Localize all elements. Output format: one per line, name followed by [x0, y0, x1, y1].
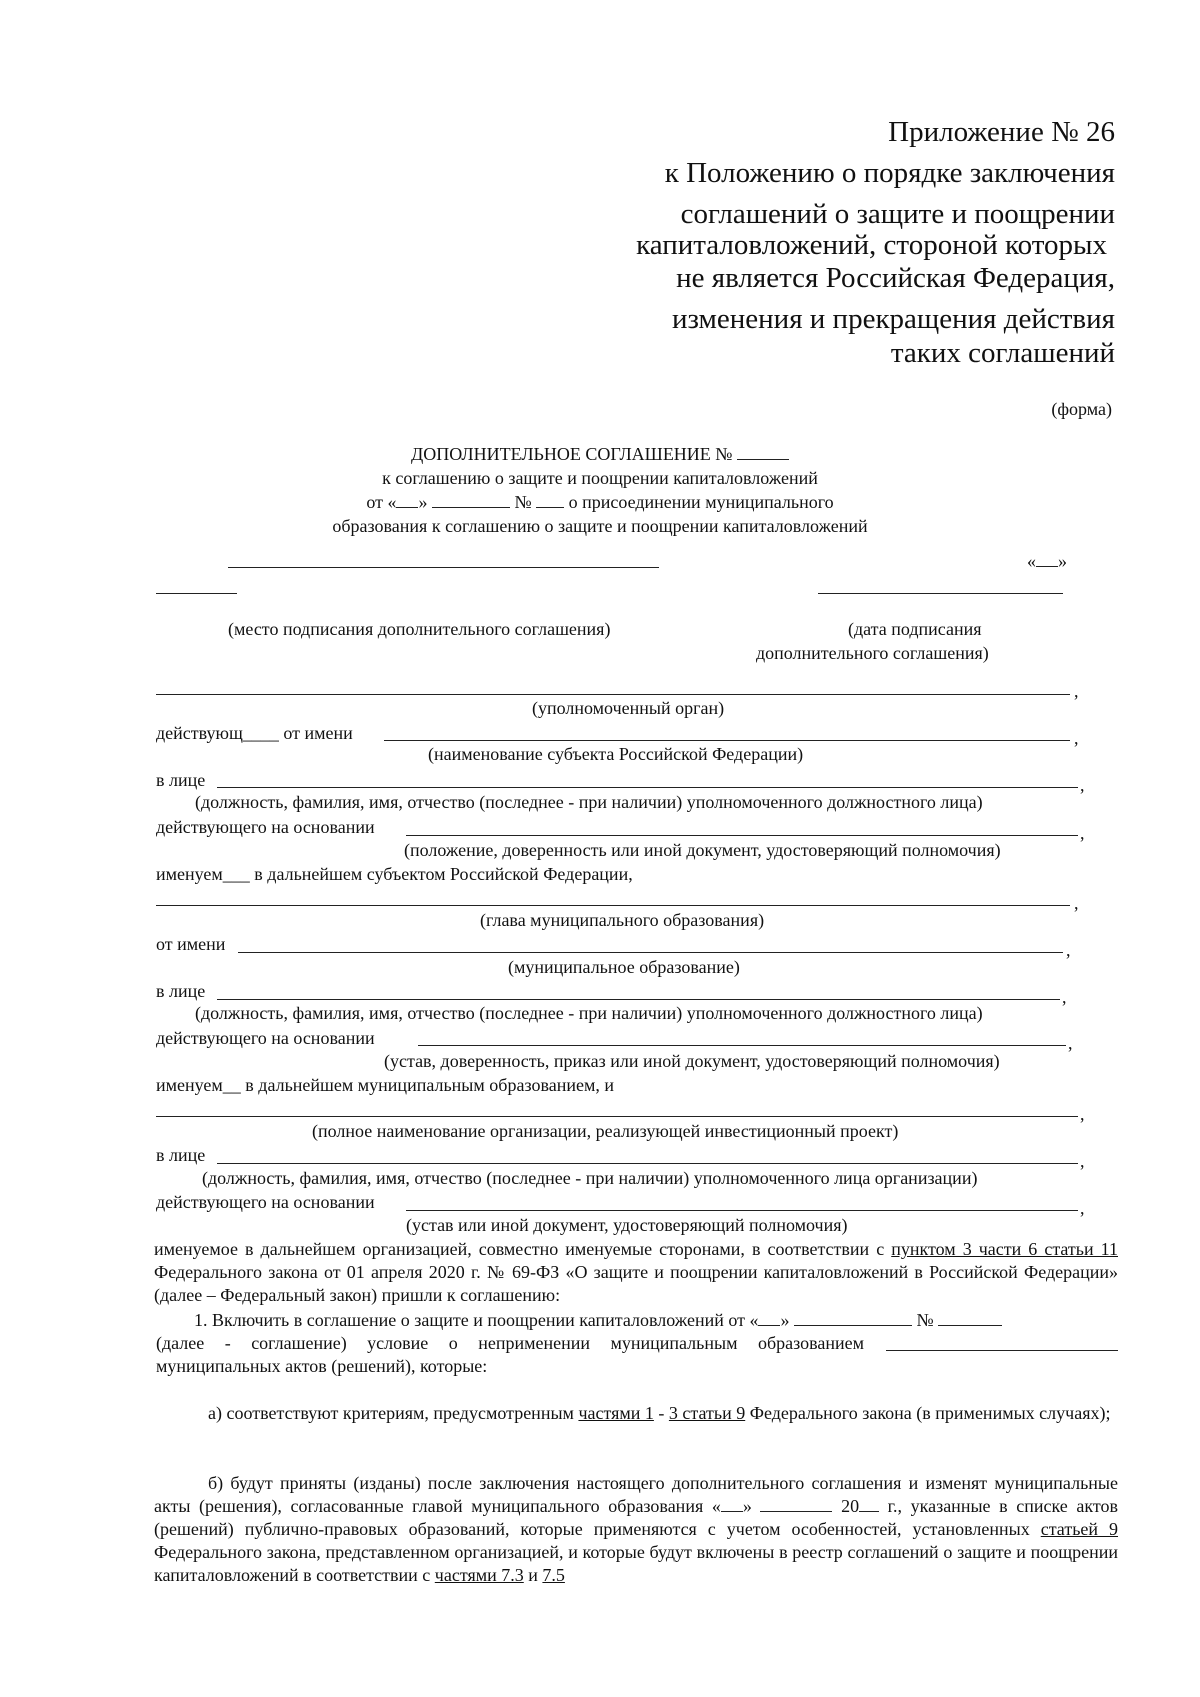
organization-caption: (полное наименование организации, реализующей инвестиционный проект)	[312, 1121, 899, 1141]
part-7-5-link[interactable]: 7.5	[542, 1565, 565, 1585]
basis-line-1[interactable]	[406, 835, 1078, 836]
basis-line-2[interactable]	[418, 1045, 1066, 1046]
appendix-number: Приложение № 26	[888, 116, 1115, 148]
person-label-1: в лице	[156, 770, 206, 790]
header-line-7: таких соглашений	[890, 337, 1115, 369]
header-line-5: не является Российская Федерация,	[676, 262, 1115, 294]
municipality-name-line[interactable]	[886, 1350, 1118, 1351]
person-label-2: в лице	[156, 981, 206, 1001]
clause-1-line-3: муниципальных актов (решений), которые:	[156, 1356, 488, 1376]
header-line-4: капиталовложений, стороной которых	[636, 229, 1107, 261]
basis-label-1: действующего на основании	[156, 817, 375, 837]
on-behalf-label: от имени	[156, 934, 226, 954]
intro-paragraph: именуемое в дальнейшем организацией, совместно именуемые сторонами, в соответствии с пунктом 3 части 6 статьи 11 Федерального закона от 01 апреля 2020 г. № 69-ФЗ «О защите и поощрении капиталовложений в Российской Федерации» (далее – Федеральный закон) пришли к соглашению:	[154, 1239, 1118, 1305]
base-agreement-day-field[interactable]	[396, 493, 418, 508]
agreement-title	[0, 443, 1200, 465]
municipality-caption: (муниципальное образование)	[508, 957, 740, 977]
signing-place-caption: (место подписания дополнительного соглашения)	[228, 619, 611, 639]
basis-caption-2: (устав, доверенность, приказ или иной документ, удостоверяющий полномочия)	[384, 1051, 1000, 1071]
signing-day-field[interactable]	[1036, 552, 1058, 567]
signing-date-day: « »	[1027, 551, 1067, 571]
basis-label-3: действующего на основании	[156, 1192, 375, 1212]
basis-line-3[interactable]	[406, 1210, 1078, 1211]
header-line-2: к Положению о порядке заключения	[664, 157, 1115, 189]
signing-date-line[interactable]	[818, 593, 1063, 594]
clause-1-line-2: (далее - соглашение) условие о неприменении муниципальным образованием	[156, 1333, 864, 1353]
basis-caption-1: (положение, доверенность или иной документ, удостоверяющий полномочия)	[404, 840, 1001, 860]
clause-b: б) будут приняты (изданы) после заключения настоящего дополнительного соглашения и изменят муниципальные акты (решения), согласованные главой муниципального образования « » 20 г., указанные в списке актов (решений) публично-правовых образований, которые применяются с учетом особенностей, установленных статьей 9 Федерального закона, представленном организацией, и которые будут включены в реестр соглашений о защите и поощрении капиталовложений в соответствии с частями 7.3 и 7.5	[154, 1473, 1119, 1585]
named-as-subject-label: именуем___ в дальнейшем субъектом Российской Федерации,	[156, 864, 633, 884]
agreement-number-field[interactable]	[737, 445, 789, 460]
article-9-link-2[interactable]: статьей 9	[1040, 1519, 1119, 1539]
base-agreement-number-field[interactable]	[536, 493, 564, 508]
person-line-2[interactable]	[217, 999, 1060, 1000]
person-caption-3: (должность, фамилия, имя, отчество (последнее - при наличии) уполномоченного лица организации)	[202, 1168, 978, 1188]
agreement-title-text: ДОПОЛНИТЕЛЬНОЕ СОГЛАШЕНИЕ №	[411, 444, 733, 464]
header-line-3: соглашений о защите и поощрении	[680, 198, 1115, 230]
subject-name-caption: (наименование субъекта Российской Федерации)	[428, 744, 804, 764]
basis-label-2: действующего на основании	[156, 1028, 375, 1048]
person-line-3[interactable]	[217, 1163, 1078, 1164]
municipal-head-caption: (глава муниципального образования)	[480, 910, 765, 930]
municipal-head-line[interactable]	[156, 905, 1070, 906]
subject-name-line[interactable]	[384, 740, 1070, 741]
signing-date-caption: (дата подписания	[848, 619, 982, 639]
document-page: Приложение № 26 к Положению о порядке заключения соглашений о защите и поощрении капиталовложений, стороной которых не является Российская Федерация, изменения и прекращения действия таких соглашений (форма) ДОПОЛНИТЕЛЬНОЕ СОГЛАШЕНИЕ № к соглашению о защите и поощрении капиталовложений от « » № о присоединении муниципального образования к соглашению о защите и поощрении капиталовложений « » (место подписания дополнительного соглашения) (дата подписания дополнительного соглашения) , (уполномоченный орган) действующ____ от имени , (наименование субъекта Российской Федерации) в лице , (должность, фамилия, имя, отчество (последнее - при наличии) уполномоченного должностного лица) действующего на основании , (положение, доверенность или иной документ, удостоверяющий полномочия) именуем___ в дальнейшем субъектом Российской Федерации, , (глава муниципального образования) от имени , (муниципальное образование) в лице , (должность, фамилия, имя, отчество (последнее - при наличии) уполномоченного должностного лица) действующего на основании , (устав, доверенность, приказ или иной документ, удостоверяющий полномочия) именуем__ в дальнейшем муниципальным образованием, и , (полное наименование организации, реализующей инвестиционный проект) в лице , (должность, фамилия, имя, отчество (последнее - при наличии) уполномоченного лица организации) действующего на основании , (устав или иной документ, удостоверяющий полномочия) именуемое в дальнейшем организацией, совместно именуемые сторонами, в соответствии с пунктом 3 части 6 статьи 11 Федерального закона от 01 апреля 2020 г. № 69-ФЗ «О защите и поощрении капиталовложений в Российской Федерации» (далее – Федеральный закон) пришли к соглашению: 1. Включить в соглашение о защите и поощрении капиталовложений от « » № (далее - соглашение) условие о неприменении муниципальным образованием муниципальных актов (решений), которые: а) соответствуют критериям, предусмотренным частями 1 - 3 статьи 9 Федерального закона (в применимых случаях); б) будут приняты (изданы) после заключения настоящего дополнительного соглашения и изменят муниципальные акты (решения), согласованные главой муниципального образования « » 20 г., указанные в списке актов (решений) публично-правовых образований, которые применяются с учетом особенностей, установленных статьей 9 Федерального закона, представленном организацией, и которые будут включены в реестр соглашений о защите и поощрении капиталовложений в соответствии с частями 7.3 и 7.5	[0, 0, 1200, 1697]
clause-1: 1. Включить в соглашение о защите и поощрении капиталовложений от « » №	[154, 1309, 1118, 1332]
authorized-organ-line[interactable]	[156, 694, 1070, 695]
agreement-day-field[interactable]	[758, 1311, 780, 1326]
form-label: (форма)	[1051, 399, 1112, 419]
municipality-line[interactable]	[238, 952, 1063, 953]
approval-month-field[interactable]	[760, 1497, 832, 1512]
header-line-6: изменения и прекращения действия	[671, 303, 1115, 335]
signing-place-line[interactable]	[228, 567, 659, 568]
title-line-3: от « » № о присоединении муниципального	[366, 492, 834, 512]
signing-date-caption-2: дополнительного соглашения)	[756, 643, 989, 663]
parts-1-link[interactable]: частями 1	[578, 1403, 654, 1423]
approval-day-field[interactable]	[721, 1497, 743, 1512]
clause-a: а) соответствуют критериям, предусмотренным частями 1 - 3 статьи 9 Федерального закона (в применимых случаях);	[208, 1403, 1111, 1423]
person-label-3: в лице	[156, 1145, 206, 1165]
person-caption-2: (должность, фамилия, имя, отчество (последнее - при наличии) уполномоченного должностного лица)	[195, 1003, 983, 1023]
organization-line[interactable]	[156, 1116, 1078, 1117]
signing-place-line-cont[interactable]	[156, 593, 237, 594]
basis-caption-3: (устав или иной документ, удостоверяющий полномочия)	[406, 1215, 848, 1235]
approval-year-field[interactable]	[859, 1497, 879, 1512]
authorized-organ-caption: (уполномоченный орган)	[532, 698, 725, 718]
title-line-4: образования к соглашению о защите и поощрении капиталовложений	[332, 516, 868, 536]
law-reference-link[interactable]: пунктом 3 части 6 статьи 11	[891, 1239, 1118, 1259]
agreement-month-field[interactable]	[794, 1311, 912, 1326]
person-caption-1: (должность, фамилия, имя, отчество (последнее - при наличии) уполномоченного должностного лица)	[195, 792, 983, 812]
person-line-1[interactable]	[217, 787, 1078, 788]
base-agreement-month-field[interactable]	[432, 493, 510, 508]
named-as-municipality-label: именуем__ в дальнейшем муниципальным образованием, и	[156, 1075, 614, 1095]
title-line-2: к соглашению о защите и поощрении капиталовложений	[382, 468, 818, 488]
acting-on-behalf-label: действующ____ от имени	[156, 723, 353, 743]
agreement-number-field-2[interactable]	[938, 1311, 1002, 1326]
article-9-link[interactable]: 3 статьи 9	[668, 1403, 746, 1423]
parts-7-3-link[interactable]: частями 7.3	[434, 1565, 524, 1585]
